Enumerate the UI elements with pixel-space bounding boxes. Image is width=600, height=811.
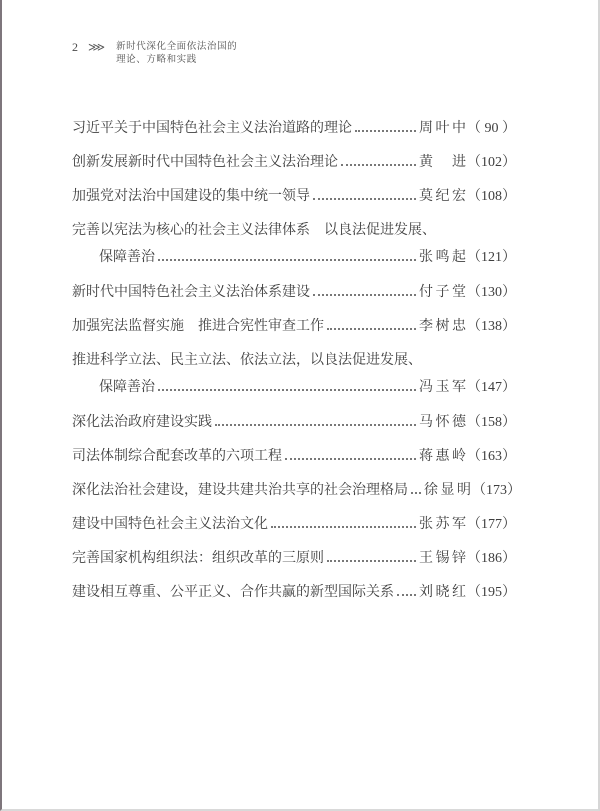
dot-leader bbox=[355, 130, 416, 132]
entry-page-number: （163） bbox=[467, 449, 516, 464]
toc-entry bbox=[72, 353, 516, 369]
chevrons-icon: ⋙ bbox=[88, 40, 105, 54]
toc-entry-continuation bbox=[72, 250, 516, 266]
dot-leader bbox=[341, 164, 416, 166]
dot-leader bbox=[327, 560, 416, 562]
entry-page-number: （138） bbox=[467, 319, 516, 334]
dot-leader bbox=[285, 458, 416, 460]
entry-page-number: （147） bbox=[467, 380, 516, 395]
dot-leader bbox=[327, 328, 416, 330]
entry-title: 建设相互尊重、公平正义、合作共赢的新型国际关系 bbox=[72, 585, 394, 600]
entry-author: 张鸣起 bbox=[419, 250, 466, 265]
dot-leader bbox=[271, 526, 416, 528]
entry-title: 加强党对法治中国建设的集中统一领导 bbox=[72, 189, 310, 204]
running-header bbox=[72, 41, 237, 66]
entry-author: 李树忠 bbox=[419, 319, 466, 334]
entry-author: 莫纪宏 bbox=[419, 189, 466, 204]
dot-leader bbox=[411, 492, 421, 494]
dot-leader bbox=[313, 294, 416, 296]
entry-author: 张苏军 bbox=[419, 517, 466, 532]
toc-entry bbox=[72, 449, 516, 465]
table-of-contents bbox=[72, 121, 521, 619]
entry-author: 刘晓红 bbox=[419, 585, 466, 600]
toc-entry-continuation bbox=[72, 380, 516, 396]
entry-title: 推进科学立法、民主立法、依法立法，以良法促进发展、 bbox=[72, 353, 422, 368]
toc-entry bbox=[72, 189, 516, 205]
entry-title: 创新发展新时代中国特色社会主义法治理论 bbox=[72, 155, 338, 170]
entry-page-number: （195） bbox=[467, 585, 516, 600]
entry-page-number: （130） bbox=[467, 285, 516, 300]
toc-entry bbox=[72, 121, 516, 137]
entry-page-number: （173） bbox=[472, 483, 521, 498]
entry-page-number: （121） bbox=[467, 250, 516, 265]
entry-author: 付子堂 bbox=[419, 285, 466, 300]
entry-author: 冯玉军 bbox=[419, 380, 466, 395]
toc-entry bbox=[72, 415, 516, 431]
entry-page-number: （158） bbox=[467, 415, 516, 430]
entry-author: 周叶中 bbox=[419, 121, 466, 136]
toc-entry bbox=[72, 483, 521, 499]
entry-title: 深化法治政府建设实践 bbox=[72, 415, 212, 430]
toc-entry bbox=[72, 551, 516, 567]
entry-title: 新时代中国特色社会主义法治体系建设 bbox=[72, 285, 310, 300]
dot-leader bbox=[397, 594, 416, 596]
toc-entry bbox=[72, 285, 516, 301]
toc-entry bbox=[72, 223, 516, 239]
dot-leader bbox=[215, 424, 416, 426]
entry-author: 马怀德 bbox=[419, 415, 466, 430]
dot-leader bbox=[313, 198, 416, 200]
entry-title: 司法体制综合配套改革的六项工程 bbox=[72, 449, 282, 464]
entry-page-number: （177） bbox=[467, 517, 516, 532]
entry-author: 王锡锌 bbox=[419, 551, 466, 566]
entry-page-number: （108） bbox=[467, 189, 516, 204]
running-title-line-1: 新时代深化全面依法治国的 bbox=[116, 42, 238, 52]
entry-title-continuation: 保障善治 bbox=[99, 250, 155, 265]
dot-leader bbox=[158, 259, 416, 261]
entry-page-number: （186） bbox=[467, 551, 516, 566]
toc-entry bbox=[72, 517, 516, 533]
toc-entry bbox=[72, 155, 516, 171]
dot-leader bbox=[158, 389, 416, 391]
entry-title: 加强宪法监督实施 推进合宪性审查工作 bbox=[72, 319, 324, 334]
entry-title: 完善国家机构组织法：组织改革的三原则 bbox=[72, 551, 324, 566]
entry-title: 完善以宪法为核心的社会主义法律体系 以良法促进发展、 bbox=[72, 223, 436, 238]
entry-author: 黄进 bbox=[419, 155, 466, 170]
page-number: 2 bbox=[72, 40, 78, 54]
entry-title-continuation: 保障善治 bbox=[99, 380, 155, 395]
entry-author: 徐显明 bbox=[424, 483, 471, 498]
entry-author: 蒋惠岭 bbox=[419, 449, 466, 464]
running-title bbox=[116, 41, 237, 66]
entry-title: 习近平关于中国特色社会主义法治道路的理论 bbox=[72, 121, 352, 136]
entry-page-number: （ 90 ） bbox=[467, 121, 516, 136]
running-title-line-2: 理论、方略和实践 bbox=[116, 54, 197, 65]
entry-page-number: （102） bbox=[467, 155, 516, 170]
entry-title: 深化法治社会建设，建设共建共治共享的社会治理格局 bbox=[72, 483, 408, 498]
toc-entry bbox=[72, 319, 516, 335]
entry-title: 建设中国特色社会主义法治文化 bbox=[72, 517, 268, 532]
toc-entry bbox=[72, 585, 516, 601]
